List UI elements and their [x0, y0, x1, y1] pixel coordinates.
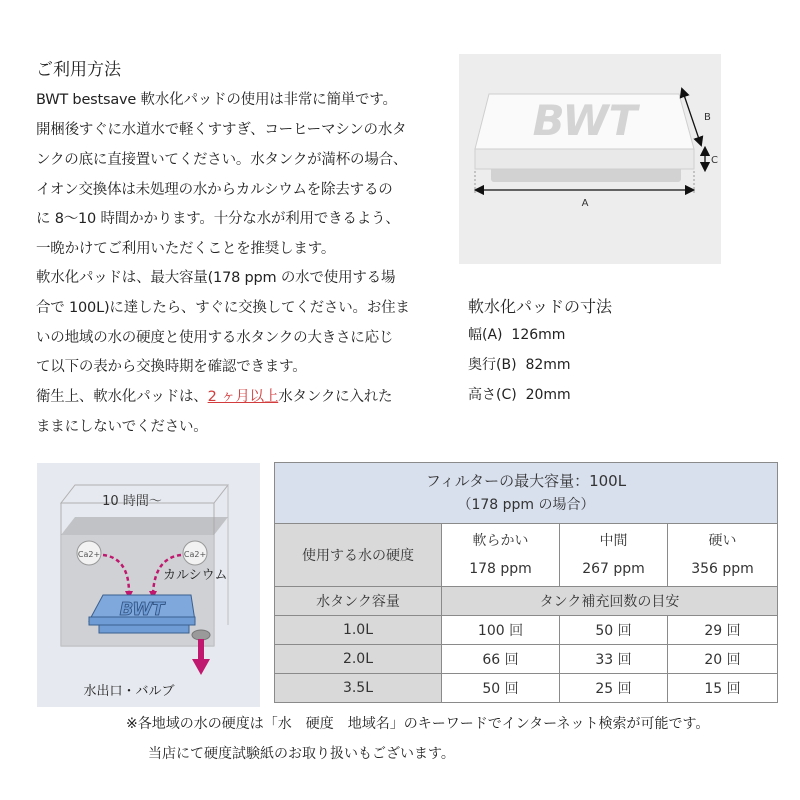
tank-size: 2.0L	[275, 645, 442, 674]
refill-count: 33 回	[560, 645, 668, 674]
dimension-value: 126mm	[511, 327, 566, 343]
tank-size: 1.0L	[275, 616, 442, 645]
usage-title: ご利用方法	[36, 60, 121, 80]
hardness-header: 使用する水の硬度	[275, 524, 442, 587]
dimension-depth	[468, 354, 571, 374]
svg-text:水出口・バルブ: 水出口・バルブ	[83, 684, 175, 699]
svg-text:B: B	[704, 112, 711, 123]
svg-text:10 時間～: 10 時間～	[102, 494, 162, 509]
hardness-ppm: 178 ppm	[469, 561, 532, 577]
svg-text:BWT: BWT	[119, 599, 165, 620]
softening-process-diagram	[37, 463, 260, 707]
refill-count: 50 回	[442, 674, 560, 703]
refill-count-header: タンク補充回数の目安	[442, 587, 778, 616]
water-tank-illustration	[37, 463, 260, 707]
dimension-label: 高さ(C)	[468, 387, 517, 403]
dimension-label: 幅(A)	[468, 327, 503, 343]
hardness-ppm: 356 ppm	[691, 561, 754, 577]
test-paper-note: 当店にて硬度試験紙のお取り扱いもございます。	[148, 746, 455, 762]
refill-count: 66 回	[442, 645, 560, 674]
hardness-name: 中間	[599, 533, 628, 549]
hardness-search-note: ※各地域の水の硬度は「水 硬度 地域名」のキーワードでインターネット検索が可能です。	[126, 716, 710, 732]
intro-line: イオン交換体は未処理の水からカルシウムを除去するの	[36, 182, 393, 198]
table-subtitle: （178 ppm の場合）	[457, 497, 595, 513]
intro-line: 一晩かけてご利用いただくことを推奨します。	[36, 241, 336, 257]
hardness-hard	[668, 524, 778, 587]
hardness-ppm: 267 ppm	[582, 561, 645, 577]
svg-text:Ca2+: Ca2+	[77, 550, 101, 559]
warning-suffix: 水タンクに入れた	[278, 389, 393, 405]
warning-line	[36, 387, 392, 407]
refill-count: 29 回	[668, 616, 778, 645]
pad-dimension-figure	[459, 54, 721, 264]
intro-line: ンクの底に直接置いてください。水タンクが満杯の場合、	[36, 152, 408, 168]
table-row	[275, 616, 778, 645]
tank-size: 3.5L	[275, 674, 442, 703]
svg-text:A: A	[581, 198, 589, 209]
warning-prefix: 衛生上、軟水化パッドは、	[36, 389, 208, 405]
intro-line: 開梱後すぐに水道水で軽くすすぎ、コーヒーマシンの水タ	[36, 122, 407, 138]
dimension-width	[468, 324, 565, 344]
intro-line: いの地域の水の硬度と使用する水タンクの大きさに応じ	[36, 330, 394, 346]
hardness-soft	[442, 524, 560, 587]
dimension-height	[468, 384, 571, 404]
warning-highlight: 2 ヶ月以上	[207, 389, 279, 405]
svg-text:BWT: BWT	[532, 96, 638, 145]
intro-line: 合で 100L)に達したら、すぐに交換してください。お住ま	[36, 300, 410, 316]
dimension-value: 82mm	[525, 357, 571, 373]
refill-count: 20 回	[668, 645, 778, 674]
intro-line: 軟水化パッドは、最大容量(178 ppm の水で使用する場	[36, 270, 396, 286]
svg-text:Ca2+: Ca2+	[183, 550, 207, 559]
svg-text:C: C	[711, 155, 718, 166]
dimensions-title: 軟水化パッドの寸法	[468, 297, 613, 316]
svg-text:カルシウム: カルシウム	[163, 568, 228, 583]
hardness-medium	[560, 524, 668, 587]
pad-dimension-illustration	[459, 54, 721, 264]
refill-count: 15 回	[668, 674, 778, 703]
intro-line: に 8～10 時間かかります。十分な水が利用できるよう、	[36, 211, 400, 227]
capacity-table	[274, 462, 778, 703]
table-row	[275, 674, 778, 703]
refill-count: 100 回	[442, 616, 560, 645]
intro-line: BWT bestsave 軟水化パッドの使用は非常に簡単です。	[36, 92, 397, 108]
hardness-name: 硬い	[708, 533, 737, 549]
table-title-cell	[275, 463, 778, 524]
refill-count: 25 回	[560, 674, 668, 703]
table-row	[275, 645, 778, 674]
warning-line-2: ままにしないでください。	[36, 419, 208, 435]
hardness-name: 軟らかい	[472, 533, 529, 549]
dimension-value: 20mm	[525, 387, 571, 403]
dimension-label: 奥行(B)	[468, 357, 517, 373]
intro-line: て以下の表から交換時期を確認できます。	[36, 359, 307, 375]
refill-count: 50 回	[560, 616, 668, 645]
table-title: フィルターの最大容量：100L	[425, 472, 627, 490]
tank-capacity-header: 水タンク容量	[275, 587, 442, 616]
